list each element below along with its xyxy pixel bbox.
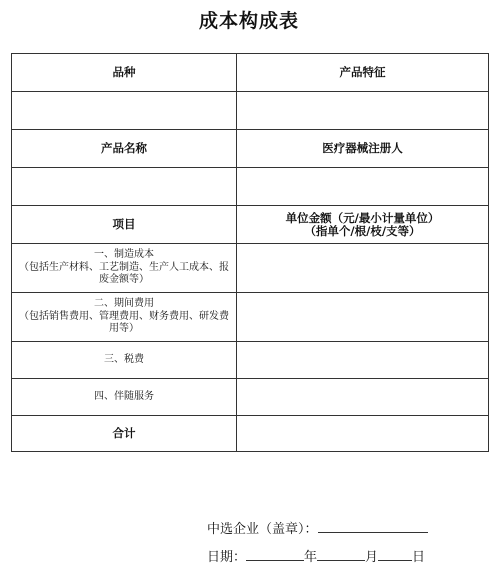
- table-row-total: [12, 416, 489, 452]
- total-value-cell[interactable]: [237, 416, 489, 452]
- table-row-name-header: [12, 130, 489, 168]
- product-name-value-cell[interactable]: [12, 168, 237, 206]
- item-manufacturing-cost: [12, 244, 237, 293]
- item-period-expense: [12, 293, 237, 342]
- day-unit: 日: [412, 550, 426, 565]
- product-feature-value-cell[interactable]: [237, 92, 489, 130]
- table-row-columns: [12, 206, 489, 244]
- amount-cell[interactable]: [237, 342, 489, 379]
- item-label: 一、制造成本 （包括生产材料、工艺制造、生产人工成本、报废金额等）: [19, 249, 229, 286]
- item-service: 四、伴随服务: [12, 379, 237, 416]
- variety-value-cell[interactable]: [12, 92, 237, 130]
- date-line: [207, 546, 425, 565]
- table-row-header: [12, 54, 489, 92]
- total-label: 合计: [12, 416, 237, 452]
- amount-cell[interactable]: [237, 293, 489, 342]
- header-registrant: 医疗器械注册人: [237, 130, 489, 168]
- company-seal-blank[interactable]: [318, 519, 428, 533]
- header-product-name: 产品名称: [12, 130, 237, 168]
- header-product-feature: 产品特征: [237, 54, 489, 92]
- header-item: 项目: [12, 206, 237, 244]
- table-row-variety-value: [12, 92, 489, 130]
- month-unit: 月: [365, 550, 379, 565]
- table-row-name-value: [12, 168, 489, 206]
- cost-table: [11, 53, 489, 452]
- header-variety: 品种: [12, 54, 237, 92]
- table-row: [12, 342, 489, 379]
- item-tax: 三、税费: [12, 342, 237, 379]
- unit-amount-label: 单位金额（元/最小计量单位） （指单个/根/枝/支等）: [285, 210, 440, 238]
- table-row: [12, 293, 489, 342]
- item-label: 二、期间费用 （包括销售费用、管理费用、财务费用、研发费用等）: [19, 298, 229, 335]
- year-blank[interactable]: [246, 547, 304, 561]
- day-blank[interactable]: [378, 547, 412, 561]
- month-blank[interactable]: [317, 547, 365, 561]
- table-row: [12, 379, 489, 416]
- registrant-value-cell[interactable]: [237, 168, 489, 206]
- year-unit: 年: [304, 550, 318, 565]
- table-row: [12, 244, 489, 293]
- amount-cell[interactable]: [237, 244, 489, 293]
- header-unit-amount: [237, 206, 489, 244]
- date-label: 日期：: [207, 550, 247, 565]
- amount-cell[interactable]: [237, 379, 489, 416]
- company-seal-line: [207, 518, 428, 537]
- company-label: 中选企业（盖章）：: [207, 522, 318, 537]
- document-title: 成本构成表: [198, 10, 299, 32]
